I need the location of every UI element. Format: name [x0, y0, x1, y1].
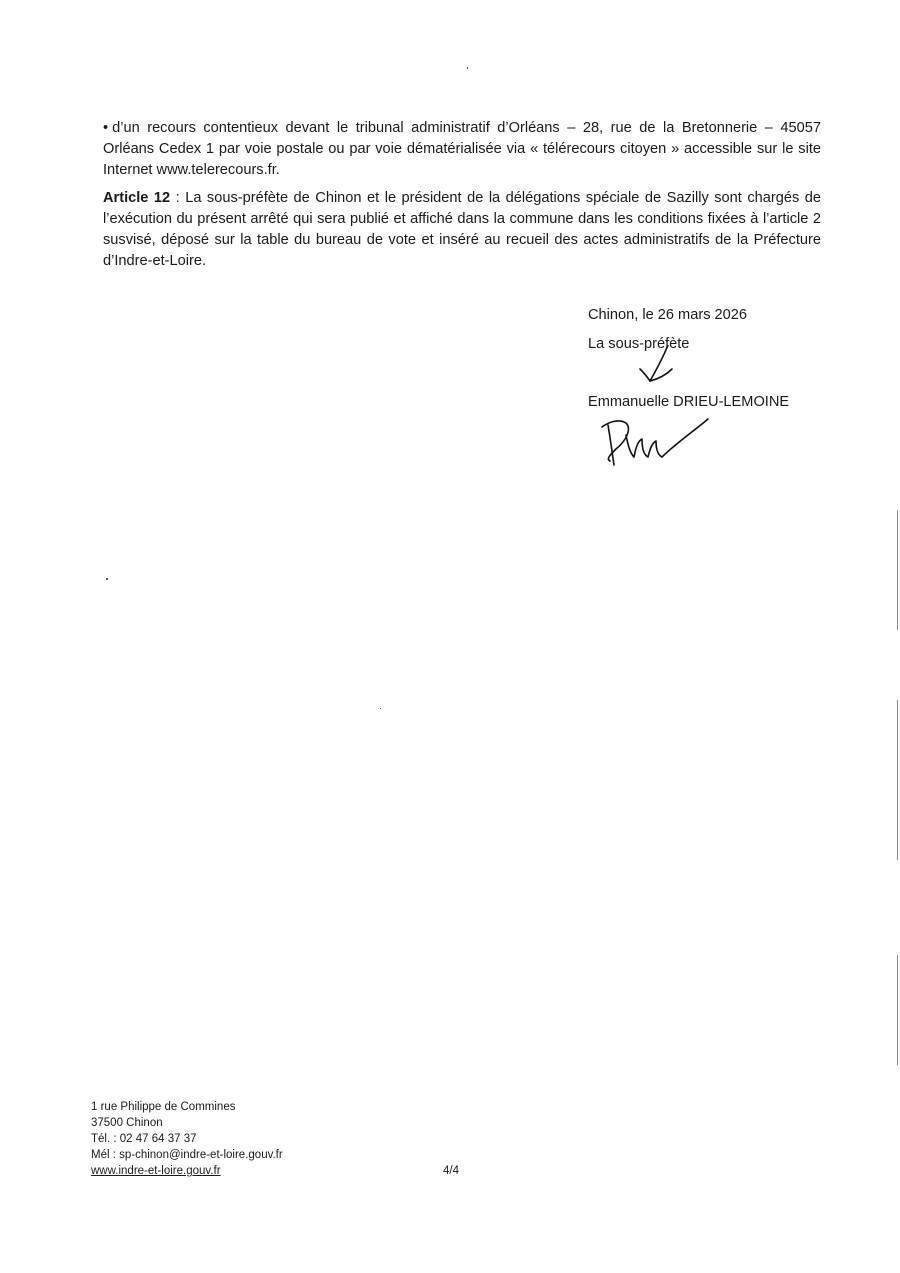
scan-speck [106, 578, 108, 580]
handwritten-signature [596, 345, 716, 475]
footer-email[interactable]: Mél : sp-chinon@indre-et-loire.gouv.fr [91, 1149, 283, 1161]
scan-speck [380, 708, 381, 709]
footer-address: 1 rue Philippe de Commines [91, 1101, 236, 1113]
signatory-name: Emmanuelle DRIEU-LEMOINE [588, 394, 790, 410]
article-12-paragraph [103, 188, 821, 272]
footer-contact [91, 1099, 283, 1179]
bullet-marker: • [103, 120, 109, 136]
recourse-paragraph [103, 118, 821, 181]
signature-role: La sous-préfète [588, 336, 690, 352]
recourse-text: d’un recours contentieux devant le tribunal administratif d’Orléans – 28, rue de la Bretonnerie – 45057 Orléans Cedex 1 par voie postale ou par voie dématérialisée via « télérecours citoyen » accessible sur le site Internet www.telerecours.fr. [103, 120, 821, 178]
signature-place-date: Chinon, le 26 mars 2026 [588, 307, 748, 323]
scan-edge-mark [897, 700, 898, 860]
article-12-text: : La sous-préfète de Chinon et le président de la délégations spéciale de Sazilly sont chargés de l’exécution du présent arrêté qui sera publié et affiché dans la commune dans les conditions fixées à l’article 2 susvisé, déposé sur la table du bureau de vote et inséré au recueil des actes administratifs de la Préfecture d’Indre-et-Loire. [103, 190, 821, 269]
scan-edge-mark [897, 955, 898, 1065]
scan-speck [467, 67, 468, 69]
footer-website-link[interactable]: www.indre-et-loire.gouv.fr [91, 1165, 221, 1177]
footer-city: 37500 Chinon [91, 1117, 163, 1129]
footer-phone: Tél. : 02 47 64 37 37 [91, 1133, 197, 1145]
page-number: 4/4 [443, 1165, 459, 1177]
article-12-label: Article 12 [103, 190, 171, 206]
scan-edge-mark [897, 510, 898, 630]
